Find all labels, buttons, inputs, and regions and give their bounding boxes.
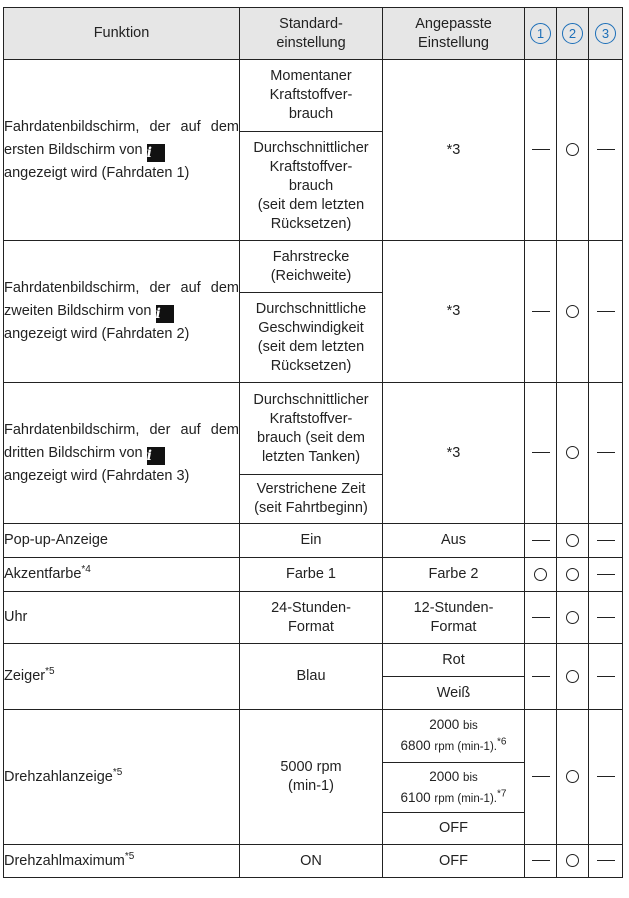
- custom-fahrdaten2: *3: [383, 241, 525, 383]
- header-standard: Standard- einstellung: [240, 8, 383, 60]
- row-fahrdaten1: [4, 60, 623, 132]
- row-drehzahl: [4, 710, 623, 763]
- col1-fahrdaten3: [525, 383, 557, 524]
- row-maximum: [4, 845, 623, 878]
- custom-fahrdaten3: *3: [383, 383, 525, 524]
- col2-zeiger: [557, 644, 589, 710]
- col2-uhr: [557, 592, 589, 644]
- header-funktion: Funktion: [4, 8, 240, 60]
- std-fahrdaten3-a: Durchschnittlicher Kraftstoffver- brauch (seit dem letzten Tanken): [240, 383, 383, 475]
- custom-fahrdaten1: *3: [383, 60, 525, 241]
- settings-table: [3, 7, 623, 878]
- col1-akzent: [525, 558, 557, 592]
- col3-maximum: [589, 845, 623, 878]
- col3-drehzahl: [589, 710, 623, 845]
- info-icon: i: [156, 305, 174, 323]
- row-zeiger: [4, 644, 623, 677]
- std-popup: Ein: [240, 524, 383, 558]
- header-col2: 2: [557, 8, 589, 60]
- func-fahrdaten3: Fahrdatenbildschirm, der auf dem dritten Bildschirm von i angezeigt wird (Fahrdaten 3): [4, 383, 240, 524]
- col1-uhr: [525, 592, 557, 644]
- header-row: [4, 8, 623, 60]
- col3-fahrdaten1: [589, 60, 623, 241]
- custom-drehzahl-1: 2000 bis 6800 rpm (min-1).$^{*6}$: [383, 710, 525, 763]
- info-icon: i: [147, 144, 165, 162]
- std-fahrdaten2-a: Fahrstrecke (Reichweite): [240, 241, 383, 293]
- std-fahrdaten3-b: Verstrichene Zeit (seit Fahrtbeginn): [240, 475, 383, 524]
- func-fahrdaten1: Fahrdatenbildschirm, der auf dem ersten Bildschirm von i angezeigt wird (Fahrdaten 1): [4, 60, 240, 241]
- col1-maximum: [525, 845, 557, 878]
- col2-fahrdaten1: [557, 60, 589, 241]
- col2-popup: [557, 524, 589, 558]
- col3-popup: [589, 524, 623, 558]
- custom-zeiger-b: Weiß: [383, 677, 525, 710]
- col1-drehzahl: [525, 710, 557, 845]
- func-popup: Pop-up-Anzeige: [4, 524, 240, 558]
- col2-maximum: [557, 845, 589, 878]
- std-zeiger: Blau: [240, 644, 383, 710]
- col3-uhr: [589, 592, 623, 644]
- header-col3: 3: [589, 8, 623, 60]
- col2-akzent: [557, 558, 589, 592]
- col1-fahrdaten1: [525, 60, 557, 241]
- col2-drehzahl: [557, 710, 589, 845]
- func-uhr: Uhr: [4, 592, 240, 644]
- func-akzent: Akzentfarbe$^{*4}$: [4, 558, 240, 592]
- std-fahrdaten2-b: Durchschnittliche Geschwindigkeit (seit dem letzten Rücksetzen): [240, 293, 383, 383]
- col2-fahrdaten2: [557, 241, 589, 383]
- func-maximum: Drehzahlmaximum$^{*5}$: [4, 845, 240, 878]
- info-icon: i: [147, 447, 165, 465]
- col3-fahrdaten3: [589, 383, 623, 524]
- col3-fahrdaten2: [589, 241, 623, 383]
- row-popup: [4, 524, 623, 558]
- custom-drehzahl-3: OFF: [383, 813, 525, 845]
- header-col1: 1: [525, 8, 557, 60]
- row-uhr: [4, 592, 623, 644]
- func-drehzahl: Drehzahlanzeige$^{*5}$: [4, 710, 240, 845]
- std-akzent: Farbe 1: [240, 558, 383, 592]
- std-fahrdaten1-a: Momentaner Kraftstoffver- brauch: [240, 60, 383, 132]
- header-angepasst: Angepasste Einstellung: [383, 8, 525, 60]
- col1-zeiger: [525, 644, 557, 710]
- func-fahrdaten2: Fahrdatenbildschirm, der auf dem zweiten Bildschirm von i angezeigt wird (Fahrdaten 2): [4, 241, 240, 383]
- col3-akzent: [589, 558, 623, 592]
- std-maximum: ON: [240, 845, 383, 878]
- col2-fahrdaten3: [557, 383, 589, 524]
- custom-zeiger-a: Rot: [383, 644, 525, 677]
- col3-zeiger: [589, 644, 623, 710]
- custom-uhr: 12-Stunden- Format: [383, 592, 525, 644]
- row-fahrdaten3: [4, 383, 623, 475]
- custom-drehzahl-2: 2000 bis 6100 rpm (min-1).$^{*7}$: [383, 763, 525, 813]
- std-uhr: 24-Stunden- Format: [240, 592, 383, 644]
- col1-popup: [525, 524, 557, 558]
- custom-akzent: Farbe 2: [383, 558, 525, 592]
- row-fahrdaten2: [4, 241, 623, 293]
- std-drehzahl: 5000 rpm (min-1): [240, 710, 383, 845]
- col1-fahrdaten2: [525, 241, 557, 383]
- std-fahrdaten1-b: Durchschnittlicher Kraftstoffver- brauch (seit dem letzten Rücksetzen): [240, 132, 383, 241]
- custom-maximum: OFF: [383, 845, 525, 878]
- row-akzent: [4, 558, 623, 592]
- custom-popup: Aus: [383, 524, 525, 558]
- func-zeiger: Zeiger$^{*5}$: [4, 644, 240, 710]
